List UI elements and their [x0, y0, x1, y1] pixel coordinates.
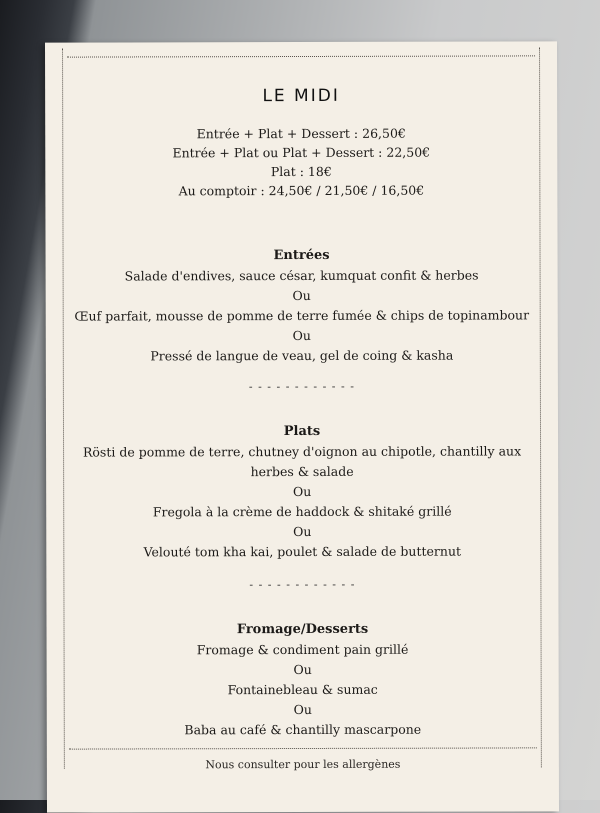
menu-sheet	[45, 41, 559, 812]
price-list	[45, 123, 557, 200]
frame-bottom-line	[69, 747, 537, 749]
or-word: Ou	[292, 287, 311, 304]
menu-content	[45, 41, 559, 740]
dish: Velouté tom kha kai, poulet & salade de butternut	[143, 543, 462, 560]
section-desserts	[47, 619, 559, 740]
separator: - - - - - - - - - - - -	[249, 577, 356, 592]
price-line: Plat : 18€	[270, 163, 332, 180]
or-word: Ou	[292, 483, 312, 500]
price-line: Entrée + Plat + Dessert : 26,50€	[196, 125, 406, 142]
section-plats	[46, 421, 558, 592]
dish: Baba au café & chantilly mascarpone	[184, 721, 422, 738]
allergen-note: Nous consulter pour les allergènes	[205, 757, 401, 772]
price-line: Au comptoir : 24,50€ / 21,50€ / 16,50€	[178, 182, 425, 199]
dish: Fregola à la crème de haddock & shitaké grillé	[152, 503, 452, 520]
or-word: Ou	[292, 327, 311, 344]
dish: Rösti de pomme de terre, chutney d'oignon au chipotle, chantilly aux herbes & salade	[82, 443, 522, 480]
section-entrees	[46, 245, 558, 394]
or-word: Ou	[293, 661, 312, 678]
section-title: Plats	[283, 423, 321, 440]
dish: Fromage & condiment pain grillé	[196, 641, 409, 658]
dish: Fontainebleau & sumac	[227, 681, 378, 698]
price-line: Entrée + Plat ou Plat + Dessert : 22,50€	[172, 144, 431, 161]
section-title: Entrées	[273, 247, 330, 264]
or-word: Ou	[293, 523, 312, 540]
dish: Pressé de langue de veau, gel de coing & kasha	[150, 347, 454, 364]
menu-title: LE MIDI	[262, 85, 340, 107]
or-word: Ou	[293, 701, 312, 718]
section-title: Fromage/Desserts	[236, 621, 369, 638]
dish: Salade d'endives, sauce césar, kumquat confit & herbes	[124, 267, 479, 284]
separator: - - - - - - - - - - - -	[248, 379, 355, 394]
dish: Œuf parfait, mousse de pomme de terre fumée & chips de topinambour	[74, 307, 530, 324]
